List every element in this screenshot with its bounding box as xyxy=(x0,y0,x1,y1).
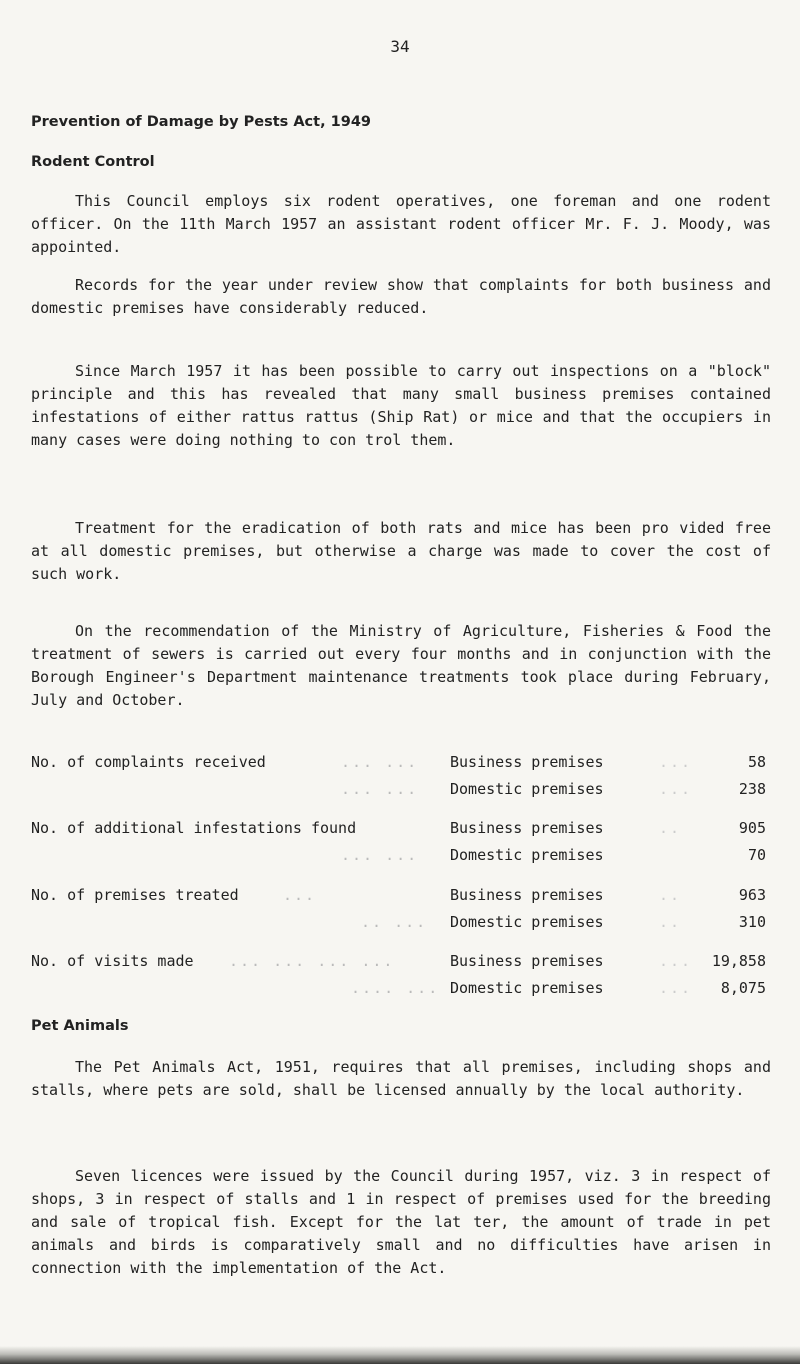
page-number: 34 xyxy=(390,37,410,56)
leader-dots: ... xyxy=(659,780,693,798)
statistics-value: 238 xyxy=(738,780,766,798)
leader-dots: ... ... xyxy=(341,846,419,864)
statistics-row xyxy=(31,979,771,1001)
leader-dots: ... xyxy=(659,952,693,970)
statistics-value: 8,075 xyxy=(720,979,766,997)
statistics-label: No. of additional infestations found xyxy=(31,819,357,837)
section-heading-rodent-control: Rodent Control xyxy=(31,154,155,170)
statistics-row xyxy=(31,753,771,775)
leader-dots: .. xyxy=(659,819,682,837)
leader-dots: .. xyxy=(659,886,682,904)
statistics-category: Business premises xyxy=(450,819,604,837)
statistics-category: Business premises xyxy=(450,886,604,904)
statistics-value: 310 xyxy=(738,913,766,931)
leader-dots: ... xyxy=(659,979,693,997)
statistics-category: Domestic premises xyxy=(450,979,604,997)
statistics-category: Business premises xyxy=(450,952,604,970)
statistics-label: No. of visits made xyxy=(31,952,194,970)
statistics-value: 905 xyxy=(738,819,766,837)
statistics-label: No. of complaints received xyxy=(31,753,266,771)
statistics-value: 70 xyxy=(747,846,766,864)
rodent-paragraph: Treatment for the eradication of both rats and mice has been pro vided free at all domestic premises, but otherwise a charge was made to cover the cost of such work. xyxy=(31,519,771,583)
statistics-row xyxy=(31,952,771,974)
statistics-row xyxy=(31,913,771,935)
leader-dots: .. xyxy=(659,913,682,931)
rodent-paragraph: This Council employs six rodent operatives, one foreman and one rodent officer. On the 11th March 1957 an assistant rodent officer Mr. F. J. Moody, was appointed. xyxy=(31,192,771,256)
statistics-value: 19,858 xyxy=(711,952,766,970)
page-edge-shadow xyxy=(0,1346,800,1364)
statistics-row xyxy=(31,819,771,841)
rodent-paragraph: Since March 1957 it has been possible to carry out inspections on a "block" principle and this has revealed that many small business premises contained infestations of either rattus rattus (Ship Rat) or mice and that the occupiers in many cases were doing nothing to con trol them. xyxy=(31,362,771,449)
rodent-paragraph: On the recommendation of the Ministry of Agriculture, Fisheries & Food the treatment of sewers is carried out every four months and in conjunction with the Borough Engineer's Department maintenance treatments took place during February, July and October. xyxy=(31,622,771,709)
leader-dots: ... ... ... ... xyxy=(229,952,395,970)
page-title: Prevention of Damage by Pests Act, 1949 xyxy=(31,114,371,130)
statistics-row xyxy=(31,886,771,908)
statistics-value: 963 xyxy=(738,886,766,904)
leader-dots: .... ... xyxy=(351,979,440,997)
leader-dots: ... ... xyxy=(341,780,419,798)
leader-dots: ... ... xyxy=(341,753,419,771)
leader-dots: ... xyxy=(659,753,693,771)
leader-dots: .. ... xyxy=(361,913,428,931)
statistics-value: 58 xyxy=(747,753,766,771)
statistics-category: Domestic premises xyxy=(450,846,604,864)
statistics-category: Domestic premises xyxy=(450,780,604,798)
rodent-paragraph: Records for the year under review show that complaints for both business and domestic premises have considerably reduced. xyxy=(31,276,771,317)
statistics-category: Domestic premises xyxy=(450,913,604,931)
section-heading-pet-animals: Pet Animals xyxy=(31,1018,129,1034)
statistics-row xyxy=(31,780,771,802)
pets-paragraph: Seven licences were issued by the Council during 1957, viz. 3 in respect of shops, 3 in respect of stalls and 1 in respect of premises used for the breeding and sale of tropical fish. Except for the lat ter, the amount of trade in pet animals and birds is comparatively small and no difficulties have arisen in connection with the implementation of the Act. xyxy=(31,1167,771,1277)
statistics-label: No. of premises treated xyxy=(31,886,239,904)
pets-paragraph: The Pet Animals Act, 1951, requires that all premises, including shops and stalls, where pets are sold, shall be licensed annually by the local authority. xyxy=(31,1058,771,1099)
statistics-row xyxy=(31,846,771,868)
statistics-category: Business premises xyxy=(450,753,604,771)
leader-dots: ... xyxy=(283,886,317,904)
